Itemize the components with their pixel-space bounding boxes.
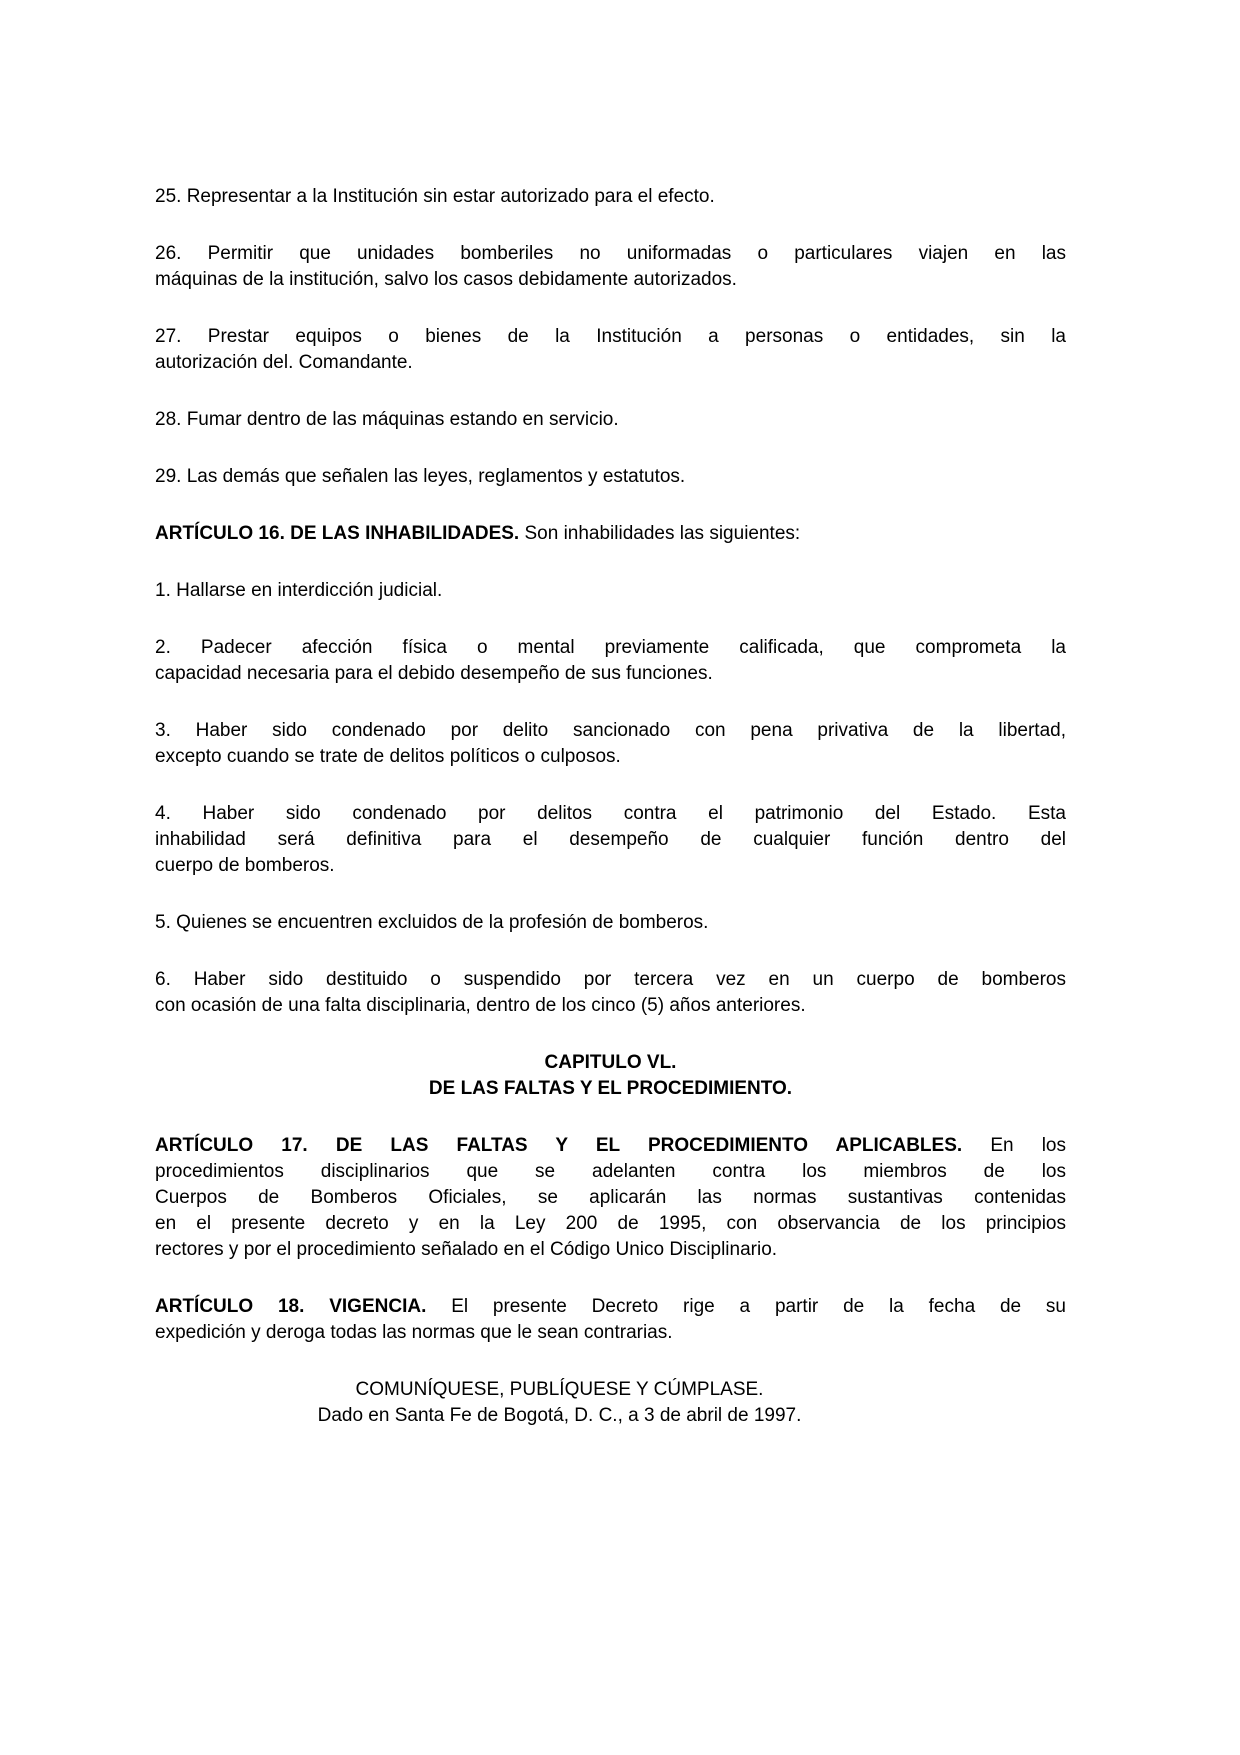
text-line [155, 1211, 1066, 1237]
text-line [155, 718, 1066, 744]
numbered-item-25 [155, 184, 1066, 210]
text-run: ARTÍCULO 17. DE LAS FALTAS Y EL PROCEDIMIENTO APLICABLES. [155, 1135, 963, 1156]
text-line [155, 1237, 1066, 1263]
text-line [155, 744, 1066, 770]
text-line [155, 350, 1066, 376]
article-18-paragraph [155, 1294, 1066, 1346]
inhabilidad-item-2 [155, 635, 1066, 687]
inhabilidad-item-3 [155, 718, 1066, 770]
document-content [155, 184, 1066, 1460]
text-run: autorización del. Comandante. [155, 352, 413, 373]
text-run: El presente Decreto rige a partir de la fecha de su [426, 1296, 1066, 1317]
text-run: Dado en Santa Fe de Bogotá, D. C., a 3 de abril de 1997. [317, 1405, 802, 1426]
inhabilidad-item-4 [155, 801, 1066, 879]
text-run: 6. Haber sido destituido o suspendido por tercera vez en un cuerpo de bomberos [155, 969, 1066, 990]
text-run: En los [962, 1135, 1066, 1156]
text-run: 1. Hallarse en interdicción judicial. [155, 580, 443, 601]
text-line [155, 661, 1066, 687]
numbered-item-27 [155, 324, 1066, 376]
text-line [155, 1320, 1066, 1346]
text-line [155, 464, 1066, 490]
text-line [155, 1133, 1066, 1159]
text-run: ARTÍCULO 16. DE LAS INHABILIDADES. [155, 523, 520, 544]
text-line [155, 993, 1066, 1019]
text-run: con ocasión de una falta disciplinaria, dentro de los cinco (5) años anteriores. [155, 995, 806, 1016]
text-run: inhabilidad será definitiva para el desempeño de cualquier función dentro del [155, 829, 1066, 850]
numbered-item-28 [155, 407, 1066, 433]
text-run: ARTÍCULO 18. VIGENCIA. [155, 1296, 427, 1317]
text-run: expedición y deroga todas las normas que le sean contrarias. [155, 1322, 673, 1343]
numbered-item-29 [155, 464, 1066, 490]
text-run: 3. Haber sido condenado por delito sancionado con pena privativa de la libertad, [155, 720, 1066, 741]
text-line [155, 241, 1066, 267]
closing-block [155, 1377, 964, 1429]
text-line [155, 1050, 1066, 1076]
text-run: cuerpo de bomberos. [155, 855, 335, 876]
article-17-paragraph [155, 1133, 1066, 1263]
text-line [155, 407, 1066, 433]
article-16-paragraph [155, 521, 1066, 547]
text-line [155, 324, 1066, 350]
text-run: Son inhabilidades las siguientes: [519, 523, 801, 544]
text-run: máquinas de la institución, salvo los casos debidamente autorizados. [155, 269, 737, 290]
text-run: CAPITULO VL. [544, 1052, 677, 1073]
text-run: 26. Permitir que unidades bomberiles no uniformadas o particulares viajen en las [155, 243, 1066, 264]
text-run: excepto cuando se trate de delitos políticos o culposos. [155, 746, 621, 767]
text-line [155, 184, 1066, 210]
text-run: DE LAS FALTAS Y EL PROCEDIMIENTO. [428, 1078, 793, 1099]
text-line [155, 801, 1066, 827]
text-line [155, 635, 1066, 661]
text-run: 5. Quienes se encuentren excluidos de la profesión de bomberos. [155, 912, 709, 933]
text-run: 29. Las demás que señalen las leyes, reglamentos y estatutos. [155, 466, 686, 487]
inhabilidad-item-5 [155, 910, 1066, 936]
text-line [155, 910, 1066, 936]
inhabilidad-item-1 [155, 578, 1066, 604]
text-run: 25. Representar a la Institución sin estar autorizado para el efecto. [155, 186, 715, 207]
text-line [155, 1294, 1066, 1320]
text-line [155, 521, 1066, 547]
chapter-heading [155, 1050, 1066, 1102]
text-run: rectores y por el procedimiento señalado en el Código Unico Disciplinario. [155, 1239, 778, 1260]
text-run: COMUNÍQUESE, PUBLÍQUESE Y CÚMPLASE. [355, 1379, 764, 1400]
text-run: 27. Prestar equipos o bienes de la Institución a personas o entidades, sin la [155, 326, 1066, 347]
text-line [155, 967, 1066, 993]
text-run: capacidad necesaria para el debido desempeño de sus funciones. [155, 663, 713, 684]
inhabilidad-item-6 [155, 967, 1066, 1019]
text-line [155, 1377, 964, 1403]
text-line [155, 1076, 1066, 1102]
text-run: 2. Padecer afección física o mental previamente calificada, que comprometa la [155, 637, 1066, 658]
text-line [155, 1403, 964, 1429]
text-line [155, 827, 1066, 853]
text-run: en el presente decreto y en la Ley 200 de 1995, con observancia de los principios [155, 1213, 1066, 1234]
text-line [155, 1185, 1066, 1211]
text-run: procedimientos disciplinarios que se adelanten contra los miembros de los [155, 1161, 1066, 1182]
text-line [155, 578, 1066, 604]
text-run: 28. Fumar dentro de las máquinas estando en servicio. [155, 409, 619, 430]
text-run: 4. Haber sido condenado por delitos contra el patrimonio del Estado. Esta [155, 803, 1066, 824]
numbered-item-26 [155, 241, 1066, 293]
text-run: Cuerpos de Bomberos Oficiales, se aplicarán las normas sustantivas contenidas [155, 1187, 1066, 1208]
text-line [155, 267, 1066, 293]
text-line [155, 853, 1066, 879]
text-line [155, 1159, 1066, 1185]
